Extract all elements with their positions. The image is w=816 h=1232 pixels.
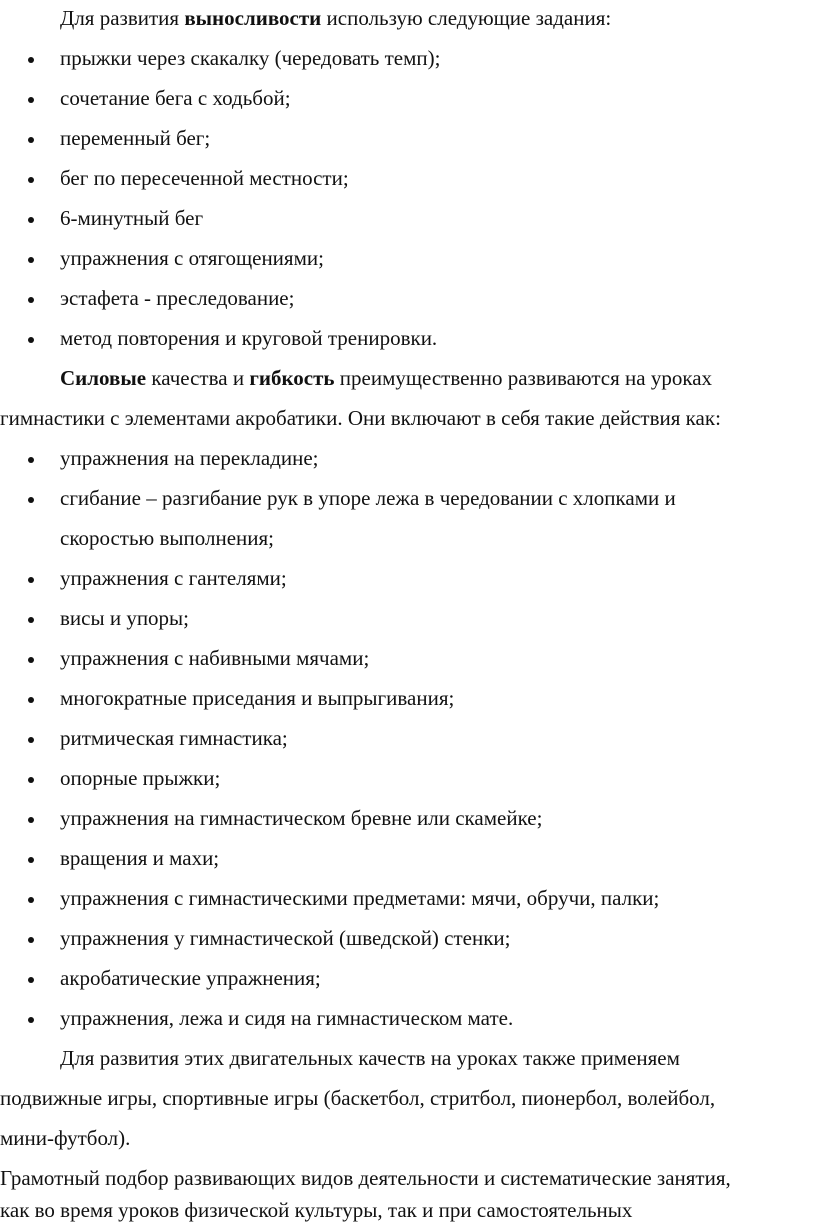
list-item-continuation: скоростью выполнения; xyxy=(60,526,274,550)
bullet-icon xyxy=(28,177,34,183)
bullet-icon xyxy=(28,337,34,343)
bullet-icon xyxy=(28,697,34,703)
intro-suffix: использую следующие задания: xyxy=(321,6,612,30)
list-item: 6-минутный бег xyxy=(60,206,204,230)
bullet-icon xyxy=(28,97,34,103)
list-item: упражнения, лежа и сидя на гимнастическом мате. xyxy=(60,1006,514,1030)
list-item: вращения и махи; xyxy=(60,846,220,870)
bullet-icon xyxy=(28,737,34,743)
list-item: упражнения с гимнастическими предметами: мячи, обручи, палки; xyxy=(60,886,660,910)
bullet-icon xyxy=(28,137,34,143)
games-paragraph-line1: Для развития этих двигательных качеств на уроках также применяем xyxy=(60,1046,680,1070)
strength-paragraph-line1 xyxy=(60,368,712,389)
bullet-icon xyxy=(28,897,34,903)
list-item: упражнения на перекладине; xyxy=(60,446,319,470)
bullet-icon xyxy=(28,657,34,663)
strength-rest-text: преимущественно развиваются на уроках xyxy=(334,366,713,390)
flexibility-bold-term: гибкость xyxy=(249,366,335,390)
list-item: упражнения с набивными мячами; xyxy=(60,646,370,670)
list-item: переменный бег; xyxy=(60,126,211,150)
final-paragraph-line1: Грамотный подбор развивающих видов деятельности и систематические занятия, xyxy=(0,1166,731,1190)
list-item: бег по пересеченной местности; xyxy=(60,166,349,190)
list-item: ритмическая гимнастика; xyxy=(60,726,288,750)
list-item: упражнения у гимнастической (шведской) стенки; xyxy=(60,926,511,950)
bullet-icon xyxy=(28,857,34,863)
bullet-icon xyxy=(28,977,34,983)
strength-paragraph-line2: гимнастики с элементами акробатики. Они включают в себя такие действия как: xyxy=(0,406,721,430)
list-item: эстафета - преследование; xyxy=(60,286,295,310)
bullet-icon xyxy=(28,257,34,263)
list-item: акробатические упражнения; xyxy=(60,966,321,990)
bullet-icon xyxy=(28,937,34,943)
bullet-icon xyxy=(28,817,34,823)
bullet-icon xyxy=(28,1017,34,1023)
bullet-icon xyxy=(28,497,34,503)
list-item: сгибание – разгибание рук в упоре лежа в чередовании с хлопками и xyxy=(60,486,676,510)
bullet-icon xyxy=(28,457,34,463)
list-item: прыжки через скакалку (чередовать темп); xyxy=(60,46,441,70)
list-item: упражнения на гимнастическом бревне или скамейке; xyxy=(60,806,543,830)
games-paragraph-line3: мини-футбол). xyxy=(0,1126,131,1150)
bullet-icon xyxy=(28,217,34,223)
intro-prefix: Для развития xyxy=(60,6,185,30)
list-item: упражнения с отягощениями; xyxy=(60,246,324,270)
strength-mid-text: качества и xyxy=(146,366,250,390)
games-paragraph-line2: подвижные игры, спортивные игры (баскетбол, стритбол, пионербол, волейбол, xyxy=(0,1086,716,1110)
bullet-icon xyxy=(28,617,34,623)
list-item: метод повторения и круговой тренировки. xyxy=(60,326,438,350)
strength-bold-term: Силовые xyxy=(60,366,147,390)
list-item: висы и упоры; xyxy=(60,606,190,630)
bullet-icon xyxy=(28,57,34,63)
list-item: упражнения с гантелями; xyxy=(60,566,287,590)
bullet-icon xyxy=(28,297,34,303)
bullet-icon xyxy=(28,577,34,583)
list-item: сочетание бега с ходьбой; xyxy=(60,86,291,110)
intro-paragraph xyxy=(60,8,611,29)
bullet-icon xyxy=(28,777,34,783)
list-item: опорные прыжки; xyxy=(60,766,221,790)
intro-bold-term: выносливости xyxy=(184,6,322,30)
final-paragraph-line2: как во время уроков физической культуры, так и при самостоятельных xyxy=(0,1198,633,1222)
list-item: многократные приседания и выпрыгивания; xyxy=(60,686,455,710)
